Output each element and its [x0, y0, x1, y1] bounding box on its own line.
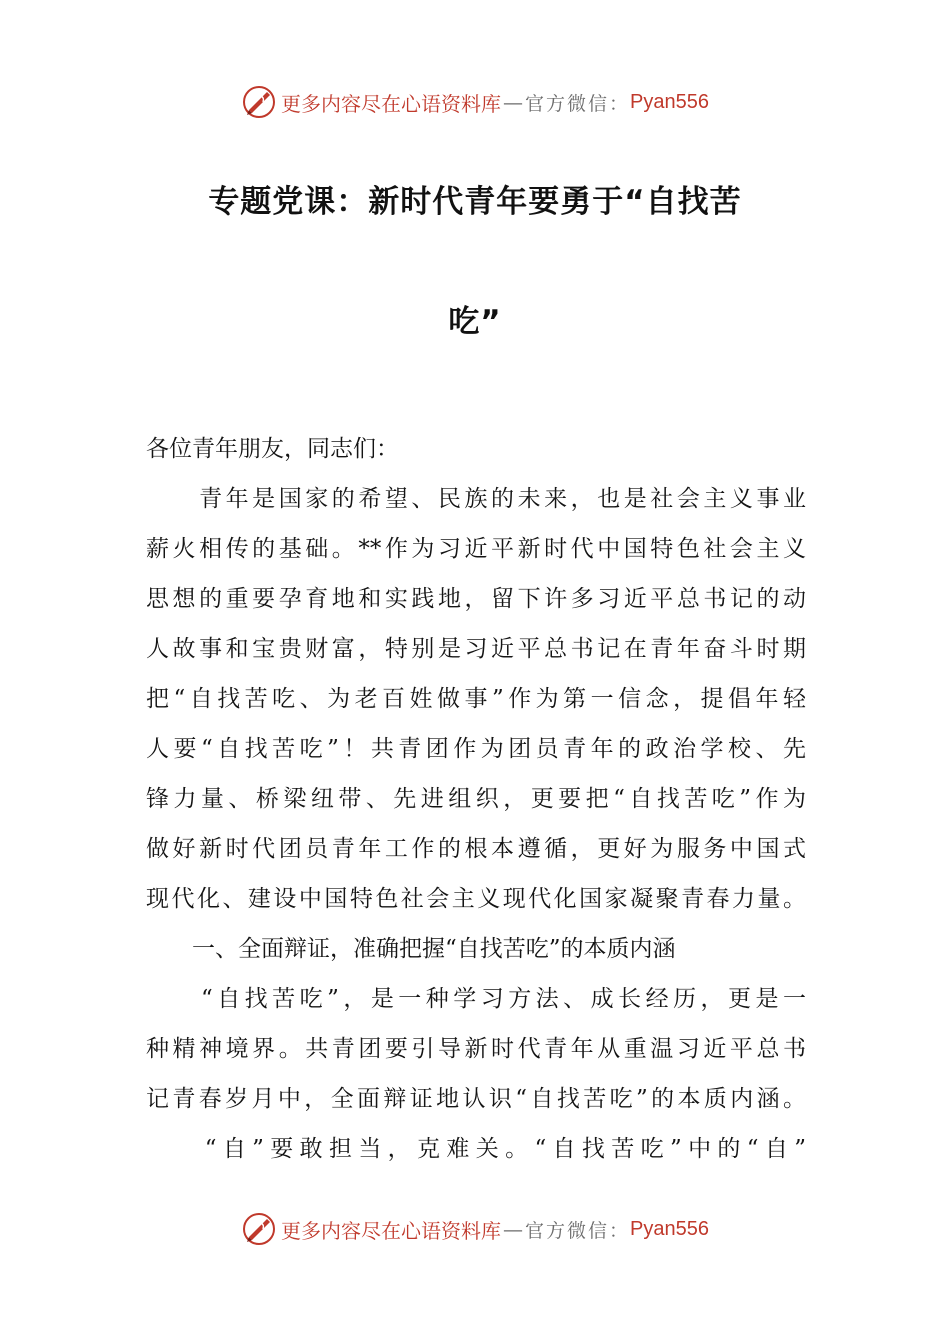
banner-dash: —	[503, 90, 523, 114]
body-line: 记青春岁月中，全面辩证地认识“自找苦吃”的本质内涵。	[146, 1086, 806, 1112]
pen-logo-icon	[241, 1211, 277, 1247]
footer-watermark-banner	[0, 1209, 950, 1249]
document-title-line-1: 专题党课：新时代青年要勇于“自找苦	[208, 184, 742, 220]
banner-dash: —	[503, 1217, 523, 1241]
banner-official-label: 官方微信：	[525, 1219, 631, 1242]
body-line: 各位青年朋友，同志们：	[146, 436, 399, 462]
body-line: 现代化、建设中国特色社会主义现代化国家凝聚青春力量。	[146, 886, 806, 912]
banner-official-label: 官方微信：	[525, 92, 631, 115]
banner-wechat-id: Pyan556	[630, 90, 709, 113]
banner-brand-text: 更多内容尽在心语资料库	[281, 1218, 501, 1243]
body-line: 人故事和宝贵财富，特别是习近平总书记在青年奋斗时期	[146, 636, 806, 662]
body-line: 思想的重要孕育地和实践地，留下许多习近平总书记的动	[146, 586, 806, 612]
body-line: 把“自找苦吃、为老百姓做事”作为第一信念，提倡年轻	[146, 686, 806, 712]
body-line: 做好新时代团员青年工作的根本遵循，更好为服务中国式	[146, 836, 806, 862]
document-title-line-2: 吃”	[448, 304, 502, 340]
banner-brand-text: 更多内容尽在心语资料库	[281, 91, 501, 116]
body-line: 锋力量、桥梁纽带、先进组织，更要把“自找苦吃”作为	[146, 786, 806, 812]
header-watermark-banner	[0, 82, 950, 122]
body-line: 薪火相传的基础。**作为习近平新时代中国特色社会主义	[146, 536, 806, 562]
section-heading: 一、全面辩证，准确把握“自找苦吃”的本质内涵	[146, 936, 676, 962]
pen-logo-icon	[241, 84, 277, 120]
body-line: 种精神境界。共青团要引导新时代青年从重温习近平总书	[146, 1036, 806, 1062]
body-line: “自找苦吃”，是一种学习方法、成长经历，更是一	[146, 986, 806, 1012]
body-line: 人要“自找苦吃”！共青团作为团员青年的政治学校、先	[146, 736, 806, 762]
banner-wechat-id: Pyan556	[630, 1217, 709, 1240]
body-line: 青年是国家的希望、民族的未来，也是社会主义事业	[146, 486, 806, 512]
body-line: “自”要敢担当，克难关。“自找苦吃”中的“自”	[146, 1136, 806, 1162]
